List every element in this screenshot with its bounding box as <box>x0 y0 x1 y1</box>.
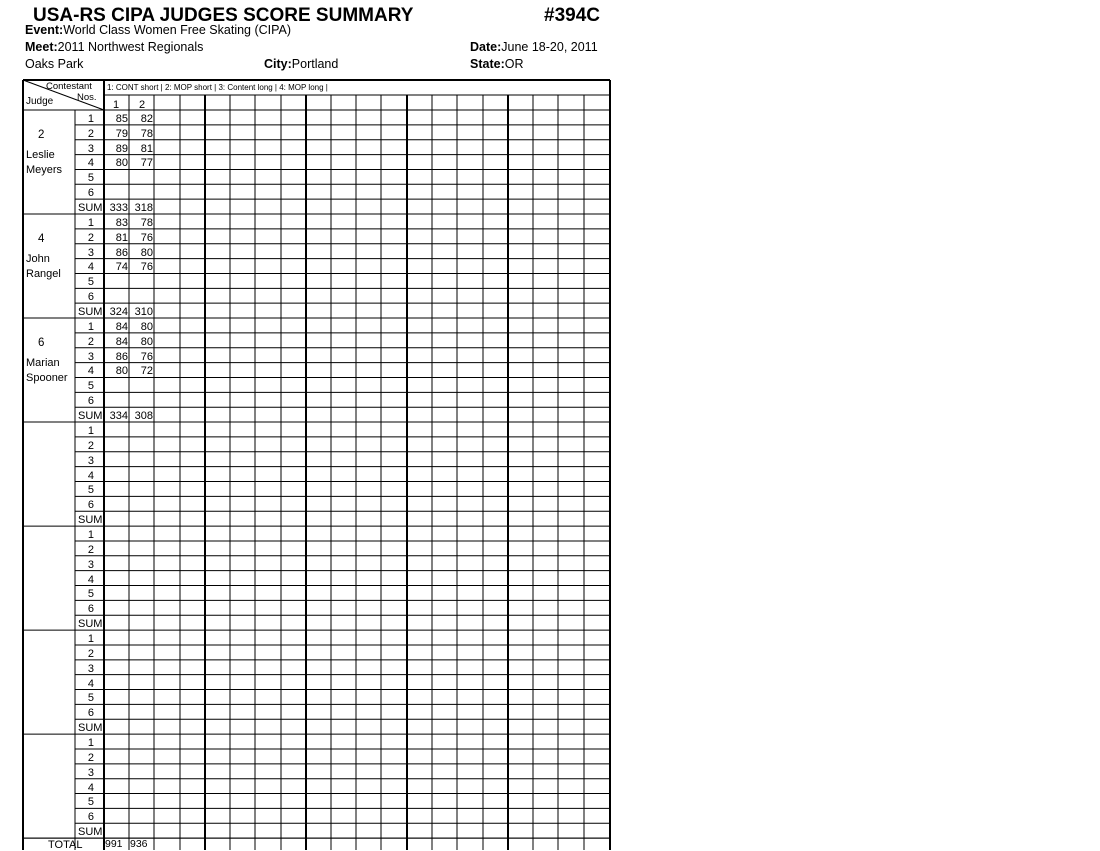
row-label: 2 <box>87 439 94 452</box>
corner-nos: Nos. <box>77 92 97 103</box>
judge-name: Marian Spooner <box>26 357 68 385</box>
score-cell: 86 <box>115 246 128 259</box>
score-cell: 72 <box>140 365 153 378</box>
score-cell: 85 <box>115 112 128 125</box>
row-label: 4 <box>87 781 94 794</box>
state-label: State: <box>470 57 505 71</box>
corner-judge: Judge <box>26 96 54 107</box>
score-cell: 80 <box>115 365 128 378</box>
form-number: #394C <box>544 5 600 26</box>
score-cell: 89 <box>115 142 128 155</box>
score-cell: 83 <box>115 216 128 229</box>
score-cell: 333 <box>109 202 128 215</box>
row-label: 5 <box>87 692 94 705</box>
row-label: 6 <box>87 395 94 408</box>
score-cell: 310 <box>134 306 153 319</box>
score-cell: 334 <box>109 410 128 423</box>
row-label: 2 <box>87 127 94 140</box>
score-cell: 80 <box>115 157 128 170</box>
row-label: 2 <box>87 647 94 660</box>
city-label: City: <box>264 57 292 71</box>
row-label: 2 <box>87 543 94 556</box>
row-label: 4 <box>87 157 94 170</box>
score-cell: 76 <box>140 350 153 363</box>
row-label: 1 <box>87 632 94 645</box>
row-label: 5 <box>87 172 94 185</box>
score-cell: 79 <box>115 127 128 140</box>
corner-contestant: Contestant <box>46 81 92 92</box>
row-label: SUM <box>78 410 103 423</box>
venue: Oaks Park <box>25 57 84 71</box>
row-label: 1 <box>87 528 94 541</box>
score-cell: 78 <box>140 127 153 140</box>
score-cell: 74 <box>115 261 128 274</box>
row-label: SUM <box>78 722 103 735</box>
event-label: Event: <box>25 23 64 37</box>
total-value-1: 991 <box>105 838 123 850</box>
state-value: OR <box>504 57 524 71</box>
score-cell: 318 <box>134 202 153 215</box>
row-label: 4 <box>87 261 94 274</box>
city-value: Portland <box>291 57 339 71</box>
row-label: SUM <box>78 618 103 631</box>
row-label: 3 <box>87 454 94 467</box>
row-label: 1 <box>87 736 94 749</box>
column-header-2: 2 <box>139 99 146 111</box>
score-cell: 84 <box>115 335 128 348</box>
meet-label: Meet: <box>25 40 58 54</box>
score-cell: 76 <box>140 231 153 244</box>
page-title: USA-RS CIPA JUDGES SCORE SUMMARY <box>33 5 414 26</box>
row-label: 5 <box>87 588 94 601</box>
row-label: 3 <box>87 246 94 259</box>
row-label: 6 <box>87 291 94 304</box>
score-cell: 78 <box>140 216 153 229</box>
row-label: 6 <box>87 187 94 200</box>
score-cell: 80 <box>140 320 153 333</box>
meet-value: 2011 Northwest Regionals <box>57 40 204 54</box>
scoring-legend: 1: CONT short | 2: MOP short | 3: Content long | 4: MOP long | <box>107 83 328 92</box>
event-value: World Class Women Free Skating (CIPA) <box>63 23 292 37</box>
row-label: 5 <box>87 796 94 809</box>
judge-name: Leslie Meyers <box>26 149 63 176</box>
total-label: TOTAL <box>48 839 83 851</box>
score-cell: 86 <box>115 350 128 363</box>
row-label: SUM <box>78 514 103 527</box>
row-label: 4 <box>87 469 94 482</box>
row-label: 6 <box>87 603 94 616</box>
row-label: 1 <box>87 216 94 229</box>
score-cell: 308 <box>134 410 153 423</box>
row-label: 2 <box>87 231 94 244</box>
row-label: 3 <box>87 350 94 363</box>
row-label: 4 <box>87 677 94 690</box>
score-cell: 81 <box>140 142 153 155</box>
row-label: 1 <box>87 112 94 125</box>
row-label: SUM <box>78 306 103 319</box>
row-label: 6 <box>87 499 94 512</box>
row-label: 4 <box>87 573 94 586</box>
row-label: 3 <box>87 142 94 155</box>
score-cell: 81 <box>115 231 128 244</box>
row-label: 5 <box>87 380 94 393</box>
row-label: 3 <box>87 662 94 675</box>
score-cell: 80 <box>140 246 153 259</box>
judge-name: John Rangel <box>26 253 61 281</box>
row-label: 2 <box>87 335 94 348</box>
row-label: 5 <box>87 276 94 289</box>
row-label: 1 <box>87 320 94 333</box>
row-label: SUM <box>78 826 103 839</box>
date-value: June 18-20, 2011 <box>501 40 598 54</box>
row-label: 5 <box>87 484 94 497</box>
score-cell: 76 <box>140 261 153 274</box>
date-label: Date: <box>470 40 502 54</box>
score-cell: 77 <box>140 157 153 170</box>
row-label: SUM <box>78 202 103 215</box>
row-label: 3 <box>87 766 94 779</box>
score-cell: 84 <box>115 320 128 333</box>
score-cell: 324 <box>109 306 128 319</box>
column-header-1: 1 <box>113 99 120 111</box>
row-label: 1 <box>87 424 94 437</box>
judge-number: 4 <box>38 233 45 246</box>
row-label: 2 <box>87 751 94 764</box>
row-label: 6 <box>87 811 94 824</box>
score-cell: 80 <box>140 335 153 348</box>
judge-number: 6 <box>38 337 45 350</box>
score-cell: 82 <box>140 112 153 125</box>
row-label: 6 <box>87 707 94 720</box>
judge-number: 2 <box>38 129 45 141</box>
row-label: 4 <box>87 365 94 378</box>
row-label: 3 <box>87 558 94 571</box>
total-value-2: 936 <box>130 838 148 850</box>
